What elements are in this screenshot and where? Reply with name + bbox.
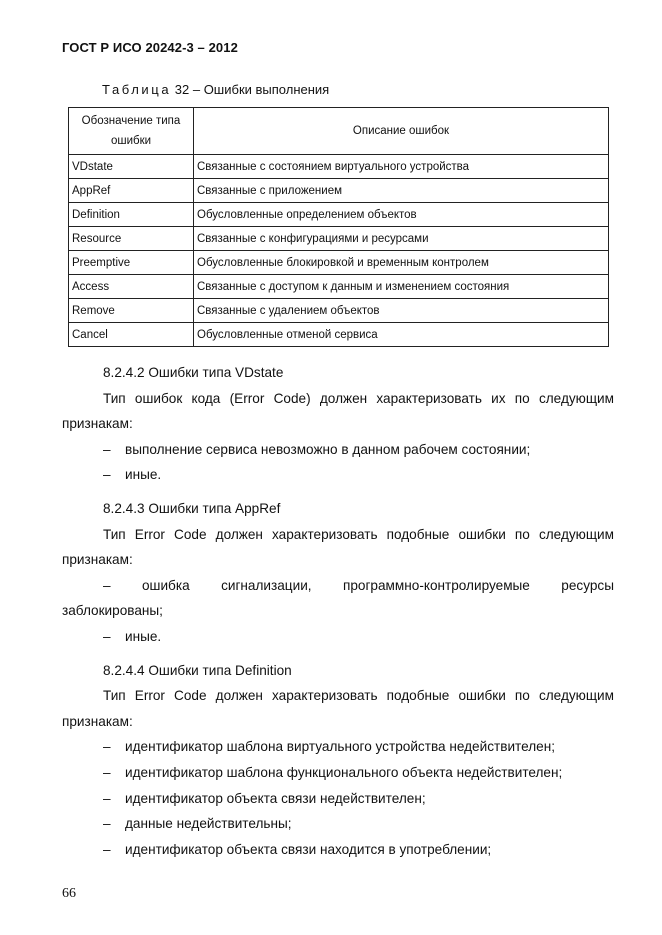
errors-table [68,107,609,347]
table-row [69,155,609,179]
error-code-cell: Definition [69,203,194,227]
list-item-text: иные. [125,467,162,483]
list-item [62,734,614,760]
list-dash: – [103,764,111,780]
table-row [69,251,609,275]
list-item: – ошибка сигнализации, программно-контролируемые ресурсы [103,577,614,593]
error-desc-cell: Обусловленные отменой сервиса [194,323,609,347]
list-item [62,624,614,650]
error-desc-cell: Связанные с доступом к данным и изменением состояния [194,275,609,299]
table-row [69,179,609,203]
list-item [62,760,614,786]
list-dash: – [103,628,111,644]
error-desc-cell: Связанные с состоянием виртуального устройства [194,155,609,179]
table-row [69,227,609,251]
table-caption-word: Таблица [102,82,172,97]
section-heading: 8.2.4.2 Ошибки типа VDstate [103,365,284,380]
table-row [69,203,609,227]
list-item [62,811,614,837]
error-code-cell: Access [69,275,194,299]
error-desc-cell: Обусловленные определением объектов [194,203,609,227]
list-item [62,462,614,488]
table-row [69,299,609,323]
document-header: ГОСТ Р ИСО 20242-3 – 2012 [62,40,238,55]
list-item-text: идентификатор шаблона виртуального устройства недействителен; [125,739,555,755]
error-code-cell: AppRef [69,179,194,203]
list-item-text: иные. [125,628,162,644]
list-dash: – [103,790,111,806]
list-item [62,786,614,812]
list-dash: – [103,467,111,483]
error-code-cell: Preemptive [69,251,194,275]
error-desc-cell: Связанные с приложением [194,179,609,203]
list-dash: – [103,816,111,832]
error-code-cell: Cancel [69,323,194,347]
error-code-cell: Remove [69,299,194,323]
list-dash: – [103,441,111,457]
error-desc-cell: Обусловленные блокировкой и временным контролем [194,251,609,275]
list-item-text: идентификатор объекта связи недействителен; [125,790,426,806]
table-header-row [69,108,609,155]
error-code-cell: Resource [69,227,194,251]
paragraph: Тип Error Code должен характеризовать подобные ошибки по следующим [103,688,614,704]
table-caption-rest: 32 – Ошибки выполнения [171,82,330,97]
body-text [62,360,614,862]
list-dash: – [103,739,111,755]
list-item [62,837,614,863]
paragraph: Тип ошибок кода (Error Code) должен характеризовать их по следующим [103,390,614,406]
error-code-cell: VDstate [69,155,194,179]
paragraph: признакам: [62,416,133,432]
col-header-description: Описание ошибок [194,108,609,155]
section-heading: 8.2.4.4 Ошибки типа Definition [103,662,292,678]
list-item [62,437,614,463]
list-item-text: данные недействительны; [125,816,292,832]
list-item-continuation: заблокированы; [62,603,163,619]
table-row [69,323,609,347]
paragraph: признакам: [62,552,133,568]
section-heading: 8.2.4.3 Ошибки типа AppRef [103,500,281,516]
table-caption [102,82,329,97]
table-row [69,275,609,299]
error-desc-cell: Связанные с конфигурациями и ресурсами [194,227,609,251]
col-header-error-type-line1: Обозначение типа [81,115,181,127]
error-desc-cell: Связанные с удалением объектов [194,299,609,323]
col-header-error-type-line2: ошибки [110,135,152,147]
list-item-text: идентификатор объекта связи находится в употреблении; [125,841,492,857]
list-item-text: выполнение сервиса невозможно в данном рабочем состоянии; [125,441,531,457]
list-dash: – [103,841,111,857]
col-header-error-type [69,108,194,155]
paragraph: Тип Error Code должен характеризовать подобные ошибки по следующим [103,526,614,542]
page-number: 66 [62,886,76,901]
paragraph: признакам: [62,713,133,729]
list-item-text: идентификатор шаблона функционального объекта недействителен; [125,764,563,780]
